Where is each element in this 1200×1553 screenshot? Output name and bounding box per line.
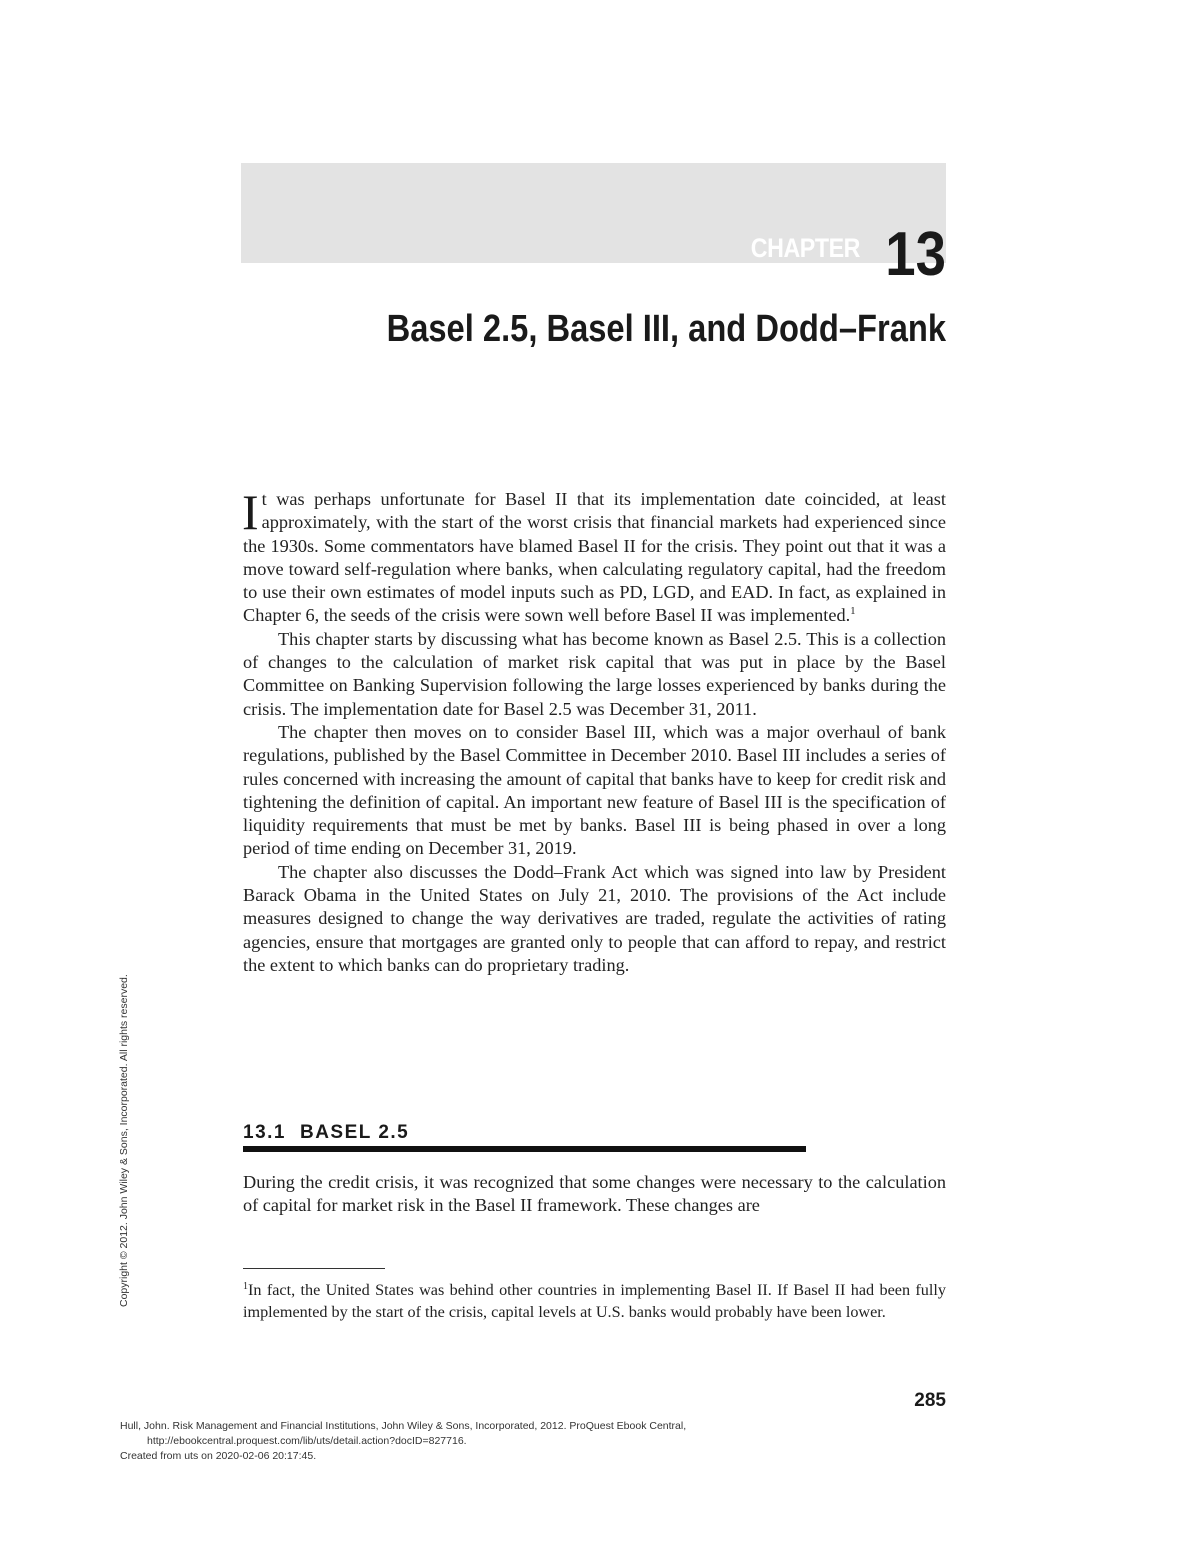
copyright-notice: Copyright © 2012. John Wiley & Sons, Incorporated. All rights reserved. (118, 974, 130, 1307)
citation-url[interactable]: http://ebookcentral.proquest.com/lib/uts/detail.action?docID=827716. (147, 1435, 467, 1447)
citation-line-1: Hull, John. Risk Management and Financial Institutions, John Wiley & Sons, Incorporated, 2012. ProQuest Ebook Central, (120, 1420, 687, 1432)
section-body (243, 1171, 946, 1218)
intro-body (242, 484, 946, 977)
section-number: 13.1 (243, 1122, 286, 1143)
section-paragraph-1: During the credit crisis, it was recognized that some changes were necessary to the calculation of capital for market risk in the Basel II framework. These changes are (243, 1172, 946, 1216)
chapter-label: CHAPTER (750, 233, 860, 263)
footnote-reference[interactable]: 1 (850, 605, 856, 618)
intro-paragraph-4: The chapter also discusses the Dodd–Frank Act which was signed into law by President Barack Obama in the United States on July 21, 2010. The provisions of the Act include measures designed to change the way derivatives are traded, regulate the activities of rating agencies, ensure that mortgages are granted only to people that can afford to repay, and restrict the extent to which banks can do proprietary trading. (243, 861, 946, 975)
drop-cap: I (242, 484, 259, 540)
citation-block (120, 1419, 686, 1464)
section-title: BASEL 2.5 (299, 1122, 410, 1143)
footnote-text: In fact, the United States was behind other countries in implementing Basel II. If Basel II had been fully implemented by the start of the crisis, capital levels at U.S. banks would probably have been lower. (243, 1281, 946, 1321)
chapter-title: Basel 2.5, Basel III, and Dodd–Frank (386, 308, 946, 350)
citation-created: Created from uts on 2020-02-06 20:17:45. (120, 1450, 317, 1462)
footnote (243, 1279, 946, 1323)
intro-paragraph-1 (242, 484, 946, 628)
footnote-divider (243, 1268, 385, 1269)
intro-paragraph-3: The chapter then moves on to consider Basel III, which was a major overhaul of bank regulations, published by the Basel Committee in December 2010. Basel III includes a series of rules concerned with increasing the amount of capital that banks have to keep for credit risk and tightening the definition of capital. An important new feature of Basel III is the specification of liquidity requirements that must be met by banks. Basel III is being phased in over a long period of time ending on December 31, 2019. (243, 721, 946, 859)
footnote-marker: 1 (243, 1281, 248, 1292)
section-heading (243, 1122, 806, 1152)
intro-paragraph-1-text: t was perhaps unfortunate for Basel II that its implementation date coincided, at least approximately, with the start of the worst crisis that financial markets had experienced since the 1930s. Some commentators have blamed Basel II for the crisis. They point out that it was a move toward self-regulation where banks, when calculating regulatory capital, had the freedom to use their own estimates of model inputs such as PD, LGD, and EAD. In fact, as explained in Chapter 6, the seeds of the crisis were sown well before Basel II was implemented. (243, 489, 946, 626)
page-number: 285 (914, 1390, 946, 1411)
intro-paragraph-2: This chapter starts by discussing what has become known as Basel 2.5. This is a collection of changes to the calculation of market risk capital that was put in place by the Basel Committee on Banking Supervision following the large losses experienced by banks during the crisis. The implementation date for Basel 2.5 was December 31, 2011. (243, 628, 946, 719)
chapter-number: 13 (885, 220, 946, 289)
